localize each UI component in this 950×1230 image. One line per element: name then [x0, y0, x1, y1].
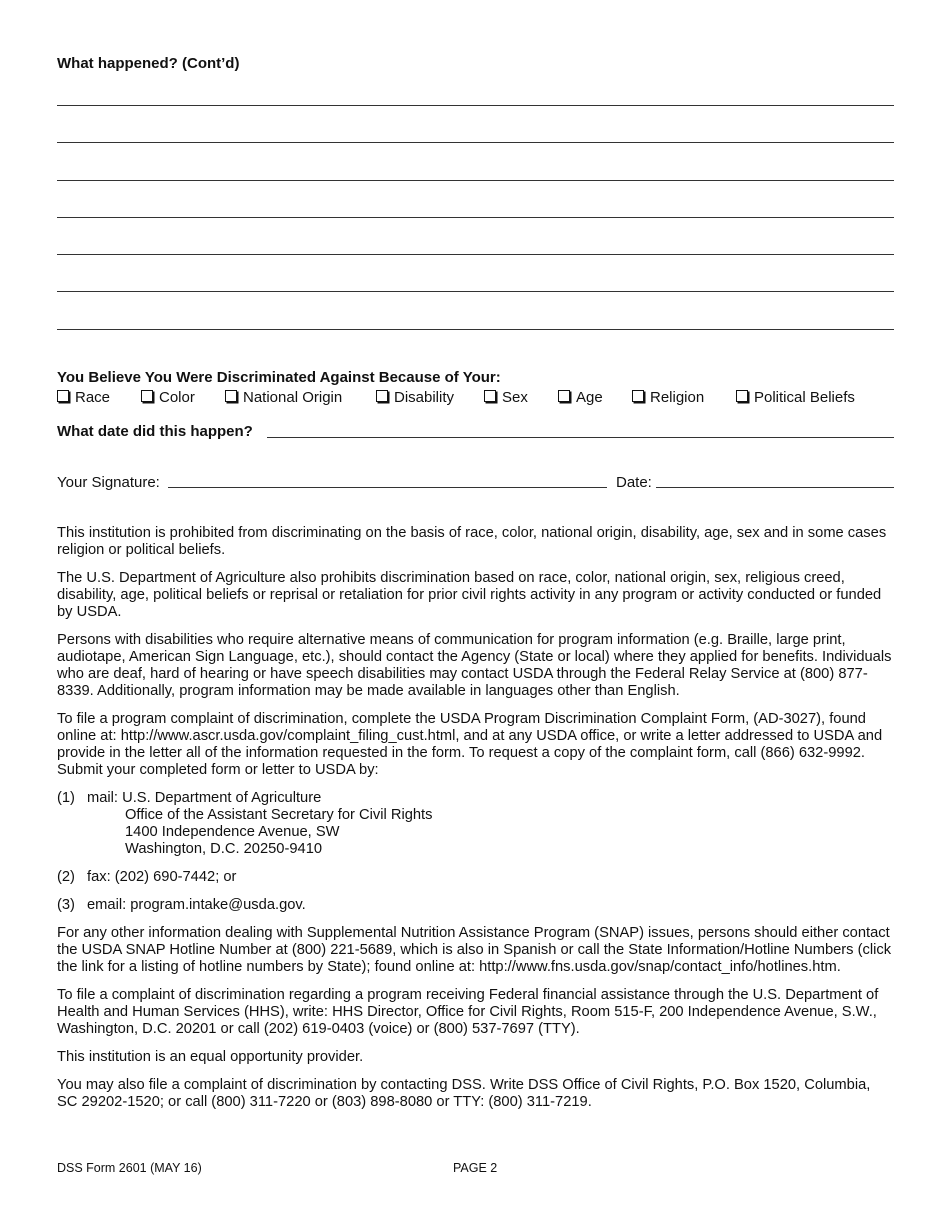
checkbox-national-origin[interactable]: National Origin [225, 389, 342, 406]
address-line: Office of the Assistant Secretary for Civil Rights [125, 807, 433, 823]
checkbox-age[interactable]: Age [558, 389, 603, 406]
discrimination-heading: You Believe You Were Discriminated Against Because of Your: [57, 369, 501, 386]
checkbox-icon [736, 390, 748, 402]
paragraph: To file a complaint of discrimination regarding a program receiving Federal financial assistance through the U.S. Department of Health and Human Services (HHS), write: HHS Director, Office for Civil Rights, Room 515-F, 200 Independence Avenue, S.W., Washington, D.C. 20201 or call (202) 619-0403 (voice) or (800) 537-7697 (TTY). [57, 987, 879, 1037]
checkbox-icon [376, 390, 388, 402]
date-field[interactable] [267, 437, 894, 438]
narrative-line[interactable] [57, 180, 894, 181]
checkbox-sex[interactable]: Sex [484, 389, 528, 406]
submit-method-fax [57, 869, 894, 886]
form-page [57, 0, 894, 1230]
narrative-line[interactable] [57, 142, 894, 143]
checkbox-race[interactable]: Race [57, 389, 110, 406]
narrative-line[interactable] [57, 329, 894, 330]
paragraph: This institution is an equal opportunity provider. [57, 1049, 364, 1065]
checkbox-icon [141, 390, 153, 402]
paragraph: For any other information dealing with Supplemental Nutrition Assistance Program (SNAP) issues, persons should either contact the USDA SNAP Hotline Number at (800) 221-5689, which is also in Spanish or call the State Information/Hotline Numbers (click the link for a listing of hotline numbers by State); found online at: http://www.fns.usda.gov/snap/contact_info/hotlines.htm. [57, 925, 892, 975]
narrative-line[interactable] [57, 105, 894, 106]
date-question: What date did this happen? [57, 423, 253, 440]
list-number: (3) [57, 897, 75, 913]
checkbox-icon [558, 390, 570, 402]
narrative-line[interactable] [57, 254, 894, 255]
signature-label: Your Signature: [57, 474, 160, 491]
page-number: PAGE 2 [453, 1161, 498, 1175]
narrative-line[interactable] [57, 217, 894, 218]
signature-date-label: Date: [616, 474, 652, 491]
section-heading: What happened? (Cont’d) [57, 55, 240, 72]
checkbox-icon [632, 390, 644, 402]
paragraph: This institution is prohibited from discriminating on the basis of race, color, national origin, disability, age, sex and in some cases religion or political beliefs. [57, 525, 887, 558]
paragraph: The U.S. Department of Agriculture also prohibits discrimination based on race, color, national origin, sex, religious creed, disability, age, political beliefs or reprisal or retaliation for prior civil rights activity in any program or activity conducted or funded by USDA. [57, 570, 882, 620]
address-line: Washington, D.C. 20250-9410 [125, 841, 323, 857]
list-number: (1) [57, 790, 75, 806]
address-line: 1400 Independence Avenue, SW [125, 824, 340, 840]
signature-field[interactable] [168, 487, 607, 488]
list-number: (2) [57, 869, 75, 885]
signature-date-field[interactable] [656, 487, 894, 488]
submit-method-mail [57, 790, 894, 858]
paragraph: Persons with disabilities who require alternative means of communication for program information (e.g. Braille, large print, audiotape, American Sign Language, etc.), should contact the Agency (State or local) where they applied for benefits. Individuals who are deaf, hard of hearing or have speech disabilities may contact USDA through the Federal Relay Service at (800) 877-8339. Additionally, program information may be made available in languages other than English. [57, 632, 892, 699]
checkbox-icon [57, 390, 69, 402]
submit-method-email [57, 897, 894, 914]
email-text: email: program.intake@usda.gov. [87, 897, 306, 913]
paragraph: You may also file a complaint of discrimination by contacting DSS. Write DSS Office of Civil Rights, P.O. Box 1520, Columbia, SC 29202-1520; or call (800) 311-7220 or (803) 898-8080 or TTY: (800) 311-7219. [57, 1077, 871, 1110]
checkbox-color[interactable]: Color [141, 389, 195, 406]
notice-text [57, 525, 894, 1122]
form-id: DSS Form 2601 (MAY 16) [57, 1161, 202, 1175]
checkbox-religion[interactable]: Religion [632, 389, 704, 406]
paragraph: To file a program complaint of discrimination, complete the USDA Program Discrimination Complaint Form, (AD-3027), found online at: http://www.ascr.usda.gov/complaint_filing_cust.html, and at any USDA office, or write a letter addressed to USDA and provide in the letter all of the information requested in the form. To request a copy of the complaint form, call (866) 632-9992. Submit your completed form or letter to USDA by: [57, 711, 883, 778]
fax-text: fax: (202) 690-7442; or [87, 869, 237, 885]
checkbox-icon [225, 390, 237, 402]
mail-line: mail: U.S. Department of Agriculture [87, 790, 322, 806]
checkbox-disability[interactable]: Disability [376, 389, 454, 406]
checkbox-political-beliefs[interactable]: Political Beliefs [736, 389, 855, 406]
narrative-line[interactable] [57, 291, 894, 292]
checkbox-icon [484, 390, 496, 402]
